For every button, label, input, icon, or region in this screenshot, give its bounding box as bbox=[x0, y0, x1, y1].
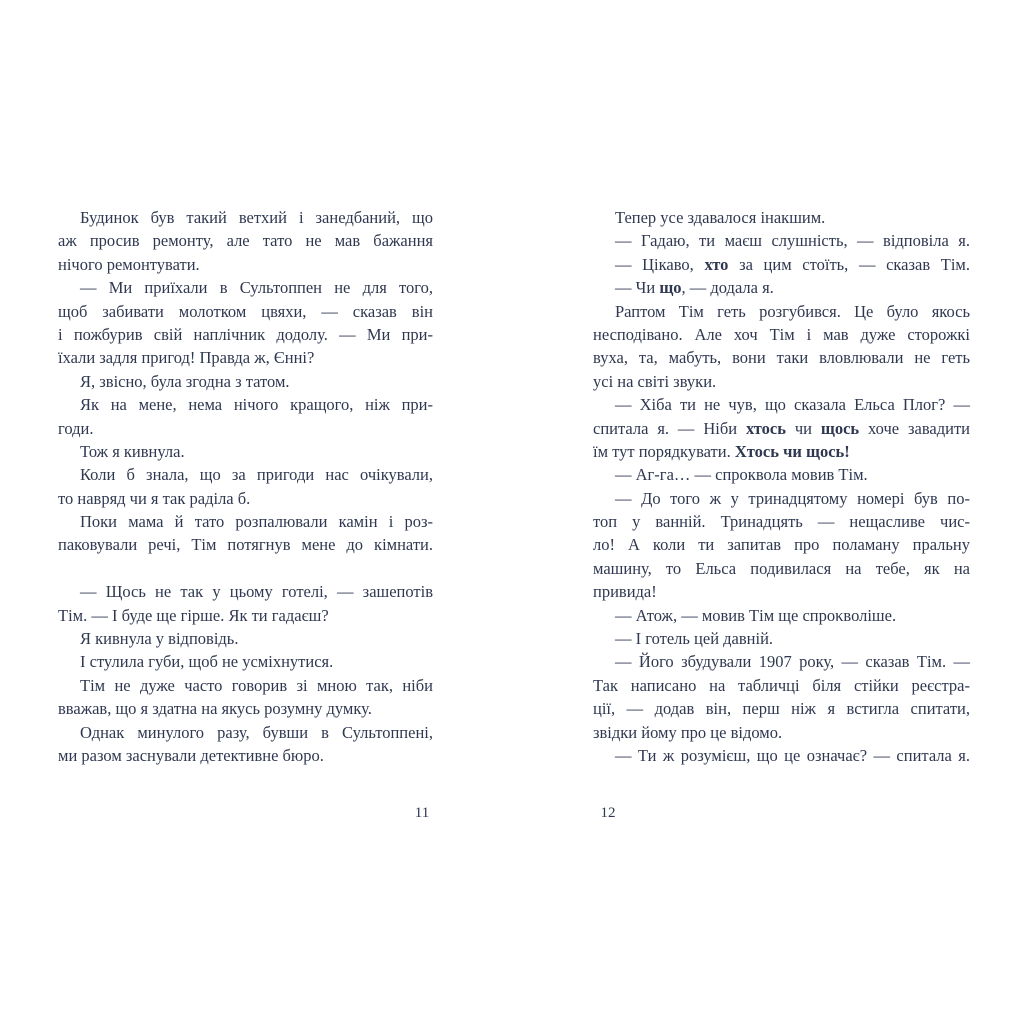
text-line: Так написано на табличці біля стійки реєстра- bbox=[593, 675, 970, 695]
text-line: привида! bbox=[593, 582, 657, 602]
text-line: ції, — додав він, перш ніж я встигла спитати, bbox=[593, 699, 970, 719]
paragraph bbox=[593, 487, 970, 604]
bold-emphasis: Хтось чи щось! bbox=[734, 441, 850, 461]
text-line: вважав, що я здатна на якусь розумну думку. bbox=[58, 699, 372, 719]
paragraph bbox=[58, 580, 433, 627]
text-line: — Чи що, — додала я. bbox=[615, 278, 774, 298]
text-line: то навряд чи я так раділа б. bbox=[58, 488, 251, 508]
paragraph bbox=[593, 463, 970, 486]
bold-emphasis: що bbox=[659, 278, 682, 298]
text-line: Поки мама й тато розпалювали камін і роз- bbox=[80, 512, 433, 532]
page-number-right: 12 bbox=[600, 805, 616, 821]
paragraph bbox=[593, 300, 970, 394]
text-line: — Гадаю, ти маєш слушність, — відповіла я. bbox=[615, 231, 970, 251]
text-line: Тім. — І буде ще гірше. Як ти гадаєш? bbox=[58, 605, 329, 625]
paragraph bbox=[58, 674, 433, 721]
text-line: ло! А коли ти запитав про поламану пральну bbox=[593, 535, 970, 555]
text-line: — До того ж у тринадцятому номері був по- bbox=[615, 488, 970, 508]
paragraph bbox=[58, 440, 433, 463]
text-line: Як на мене, нема нічого кращого, ніж при- bbox=[80, 395, 433, 415]
text-line: вуха, та, мабуть, вони таки вловлювали не геть bbox=[593, 348, 970, 368]
paragraph bbox=[593, 206, 970, 229]
text-line: Я кивнула у відповідь. bbox=[80, 629, 239, 649]
text-line: паковували речі, Тім потягнув мене до кімнати. bbox=[58, 535, 433, 555]
paragraph bbox=[58, 206, 433, 276]
text-line: годи. bbox=[58, 418, 94, 438]
text-line: — І готель цей давній. bbox=[615, 629, 774, 649]
text-line: — Хіба ти не чув, що сказала Ельса Плог? — bbox=[615, 395, 970, 415]
paragraph bbox=[58, 627, 433, 650]
paragraph bbox=[58, 393, 433, 440]
text-line: Коли б знала, що за пригоди нас очікували, bbox=[80, 465, 433, 485]
text-line: звідки йому про це відомо. bbox=[593, 722, 783, 742]
paragraph bbox=[58, 463, 433, 510]
text-line: Тепер усе здавалося інакшим. bbox=[615, 208, 826, 227]
text-line: — Цікаво, хто за цим стоїть, — сказав Тім. bbox=[615, 254, 970, 274]
paragraph bbox=[593, 650, 970, 744]
text-line: Однак минулого разу, бувши в Сультоппені, bbox=[80, 722, 433, 742]
paragraph bbox=[58, 370, 433, 393]
text-line: усі на світі звуки. bbox=[593, 371, 717, 391]
paragraph bbox=[593, 627, 970, 650]
text-line: — Ти ж розумієш, що це означає? — спитала я. bbox=[615, 745, 970, 765]
text-line: ми разом заснували детективне бюро. bbox=[58, 745, 324, 765]
text-line: Тім не дуже часто говорив зі мною так, ніби bbox=[80, 675, 433, 695]
text-line: несподівано. Але хоч Тім і мав дуже сторожкі bbox=[593, 324, 970, 344]
text-line: спитала я. — Ніби хтось чи щось хоче завадити bbox=[593, 418, 970, 438]
paragraph bbox=[593, 276, 970, 299]
section-break bbox=[58, 557, 433, 580]
text-line: і пожбурив свій наплічник додолу. — Ми при- bbox=[58, 324, 433, 344]
text-line: топ у ванній. Тринадцять — нещасливе чис- bbox=[593, 512, 970, 532]
paragraph bbox=[593, 604, 970, 627]
bold-emphasis: хтось bbox=[745, 418, 786, 438]
paragraph bbox=[593, 253, 970, 276]
paragraph bbox=[58, 510, 433, 557]
text-line: — Аг-га… — спроквола мовив Тім. bbox=[615, 465, 868, 485]
text-line: Будинок був такий ветхий і занедбаний, що bbox=[80, 208, 433, 227]
text-line: щоб забивати молотком цвяхи, — сказав він bbox=[58, 301, 433, 321]
bold-emphasis: щось bbox=[820, 418, 860, 438]
page-11-text-block bbox=[58, 206, 433, 767]
paragraph bbox=[58, 276, 433, 370]
text-line: аж просив ремонту, але тато не мав бажання bbox=[58, 231, 433, 251]
text-line: — Його збудували 1907 року, — сказав Тім. — bbox=[615, 652, 970, 672]
text-line: нічого ремонтувати. bbox=[58, 254, 200, 274]
text-line: І стулила губи, щоб не усміхнутися. bbox=[80, 652, 334, 672]
paragraph bbox=[58, 721, 433, 768]
page-12-text-block bbox=[593, 206, 970, 767]
paragraph bbox=[593, 229, 970, 252]
text-line: Тож я кивнула. bbox=[80, 441, 185, 461]
text-line: їхали задля пригод! Правда ж, Єнні? bbox=[58, 348, 315, 368]
text-line: Я, звісно, була згодна з татом. bbox=[80, 371, 290, 391]
paragraph bbox=[58, 650, 433, 673]
paragraph bbox=[593, 744, 970, 767]
text-line: їм тут порядкувати. Хтось чи щось! bbox=[593, 441, 850, 461]
bold-emphasis: хто bbox=[704, 254, 729, 274]
text-line: — Атож, — мовив Тім ще спроκволіше. bbox=[615, 605, 897, 625]
text-line: — Щось не так у цьому готелі, — зашепотів bbox=[80, 582, 433, 602]
text-line: Раптом Тім геть розгубився. Це було якось bbox=[615, 301, 970, 321]
text-line: машину, то Ельса подивилася на тебе, як на bbox=[593, 558, 970, 578]
paragraph bbox=[593, 393, 970, 463]
text-line: — Ми приїхали в Сультоппен не для того, bbox=[80, 278, 433, 298]
page-number-left: 11 bbox=[414, 805, 430, 821]
